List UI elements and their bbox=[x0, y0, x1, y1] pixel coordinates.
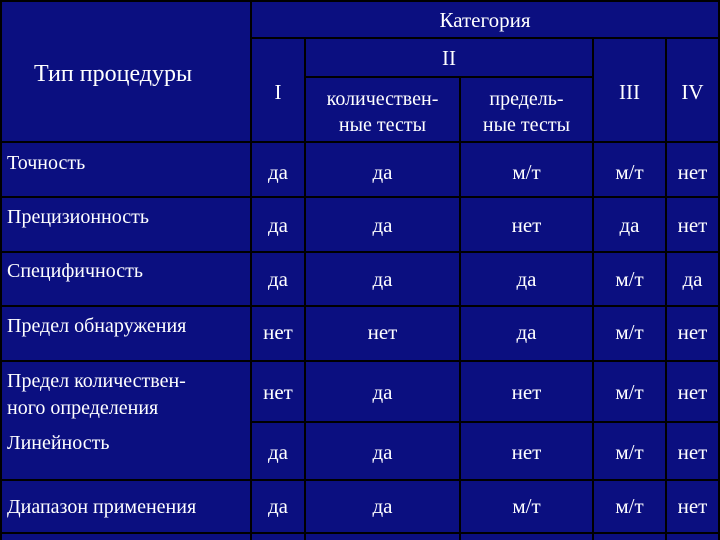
table-cell: да bbox=[267, 213, 288, 237]
table-cell: да bbox=[372, 380, 393, 404]
header-cat-II-quantitative-1: количествен- bbox=[326, 88, 439, 110]
row-label-accuracy: Точность bbox=[7, 152, 86, 174]
table-cell: м/т bbox=[615, 440, 644, 464]
table-cell: нет bbox=[263, 320, 293, 344]
header-cat-I: I bbox=[274, 80, 282, 104]
header-cat-II-limit-1: предель- bbox=[489, 88, 564, 110]
row-label-detection-limit: Предел обнаружения bbox=[7, 315, 187, 337]
row-divider bbox=[0, 479, 720, 481]
divider-category-header bbox=[250, 37, 720, 39]
header-cat-II-quantitative-2: ные тесты bbox=[338, 114, 427, 136]
table-cell: да bbox=[372, 494, 393, 518]
row-divider bbox=[0, 305, 720, 307]
row-divider bbox=[0, 360, 720, 362]
divider-cat-II-sub bbox=[459, 76, 461, 540]
table-cell: да bbox=[516, 267, 537, 291]
header-cat-III: III bbox=[619, 80, 640, 104]
divider-cat-II-header bbox=[304, 76, 592, 78]
row-divider bbox=[0, 196, 720, 198]
header-category: Категория bbox=[439, 8, 531, 32]
table-cell: нет bbox=[511, 440, 542, 464]
table-cell: да bbox=[372, 213, 393, 237]
row-label-range: Диапазон применения bbox=[7, 496, 197, 518]
table-cell: да bbox=[267, 160, 288, 184]
table-cell: да bbox=[619, 213, 640, 237]
row-divider bbox=[250, 421, 720, 423]
row-label-quantitation-limit-2: ного определения bbox=[7, 397, 159, 419]
table-cell: м/т bbox=[615, 494, 644, 518]
row-label-precision: Прецизионность bbox=[7, 206, 149, 228]
table-cell: нет bbox=[677, 380, 708, 404]
table-cell: нет bbox=[677, 440, 708, 464]
table-cell: м/т bbox=[615, 320, 644, 344]
row-label-specificity: Специфичность bbox=[7, 260, 143, 282]
row-divider bbox=[0, 251, 720, 253]
table-cell: да bbox=[682, 267, 703, 291]
table-cell: да bbox=[372, 440, 393, 464]
table-cell: нет bbox=[677, 320, 708, 344]
table-cell: м/т bbox=[615, 267, 644, 291]
row-divider bbox=[0, 141, 720, 143]
table-cell: нет bbox=[677, 213, 708, 237]
header-procedure-type: Тип процедуры bbox=[34, 61, 193, 87]
table-cell: м/т bbox=[512, 160, 541, 184]
row-label-quantitation-limit-1: Предел количествен- bbox=[7, 370, 186, 392]
header-cat-II: II bbox=[442, 46, 456, 70]
table-cell: нет bbox=[677, 160, 708, 184]
table-cell: нет bbox=[367, 320, 398, 344]
table-cell: да bbox=[267, 494, 288, 518]
table-cell: м/т bbox=[615, 380, 644, 404]
table-cell: да bbox=[267, 267, 288, 291]
table-cell: да bbox=[372, 267, 393, 291]
table-cell: да bbox=[516, 320, 537, 344]
table-cell: нет bbox=[511, 213, 542, 237]
header-cat-IV: IV bbox=[681, 80, 704, 104]
table-cell: м/т bbox=[512, 494, 541, 518]
table-cell: м/т bbox=[615, 160, 644, 184]
table-cell: нет bbox=[511, 380, 542, 404]
header-cat-II-limit-2: ные тесты bbox=[482, 114, 571, 136]
table-cell: нет bbox=[263, 380, 293, 404]
table-border-bottom bbox=[0, 532, 720, 534]
table-border-left bbox=[0, 0, 2, 540]
table-cell: нет bbox=[677, 494, 708, 518]
table-cell: да bbox=[267, 440, 288, 464]
table-cell: да bbox=[372, 160, 393, 184]
row-label-linearity: Линейность bbox=[7, 432, 110, 454]
table-border-top bbox=[0, 0, 720, 2]
